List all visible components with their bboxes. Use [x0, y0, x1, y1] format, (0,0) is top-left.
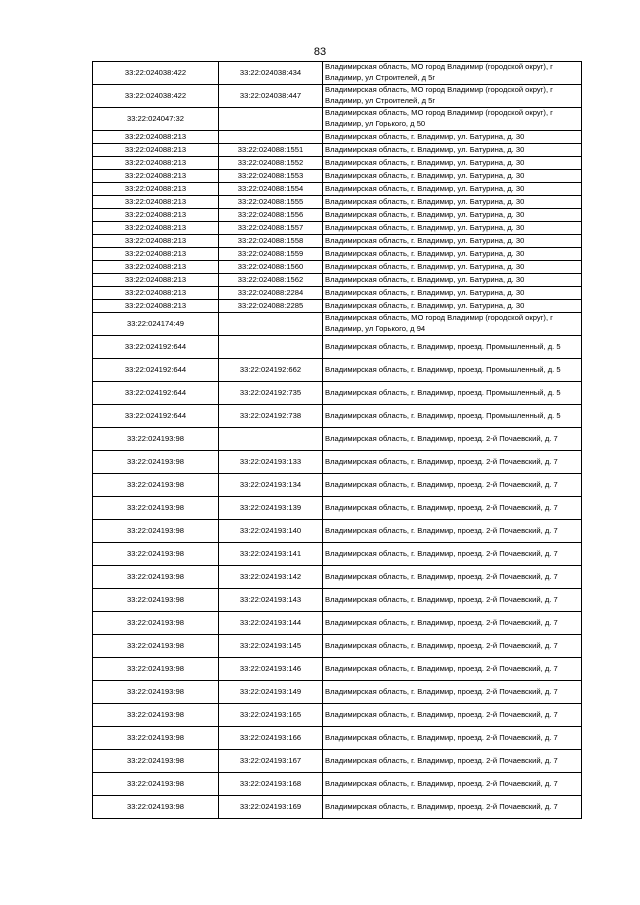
table-row [93, 196, 582, 209]
table-row [93, 287, 582, 300]
object-number-cell: 33:22:024193:133 [219, 451, 323, 474]
table-row [93, 157, 582, 170]
table-row [93, 300, 582, 313]
parcel-number-cell: 33:22:024192:644 [93, 359, 219, 382]
address-cell: Владимирская область, МО город Владимир (городской округ), г Владимир, ул Горького, д 50 [323, 108, 582, 131]
table-row [93, 170, 582, 183]
parcel-number-cell: 33:22:024193:98 [93, 474, 219, 497]
table-row [93, 183, 582, 196]
object-number-cell [219, 108, 323, 131]
address-cell: Владимирская область, г. Владимир, проезд. 2-й Почаевский, д. 7 [323, 451, 582, 474]
object-number-cell [219, 336, 323, 359]
table-row [93, 382, 582, 405]
object-number-cell: 33:22:024193:142 [219, 566, 323, 589]
table-row [93, 222, 582, 235]
table-row [93, 612, 582, 635]
address-cell: Владимирская область, г. Владимир, проезд. 2-й Почаевский, д. 7 [323, 796, 582, 819]
parcel-number-cell: 33:22:024088:213 [93, 170, 219, 183]
address-cell: Владимирская область, г. Владимир, ул. Батурина, д. 30 [323, 300, 582, 313]
object-number-cell: 33:22:024088:1553 [219, 170, 323, 183]
object-number-cell: 33:22:024088:1555 [219, 196, 323, 209]
parcel-number-cell: 33:22:024193:98 [93, 612, 219, 635]
parcel-number-cell: 33:22:024047:32 [93, 108, 219, 131]
parcel-number-cell: 33:22:024088:213 [93, 274, 219, 287]
table-row [93, 658, 582, 681]
address-cell: Владимирская область, г. Владимир, проезд. 2-й Почаевский, д. 7 [323, 566, 582, 589]
address-cell: Владимирская область, г. Владимир, проезд. 2-й Почаевский, д. 7 [323, 727, 582, 750]
object-number-cell: 33:22:024193:139 [219, 497, 323, 520]
table-row [93, 773, 582, 796]
address-cell: Владимирская область, г. Владимир, ул. Батурина, д. 30 [323, 209, 582, 222]
address-cell: Владимирская область, г. Владимир, ул. Батурина, д. 30 [323, 196, 582, 209]
address-cell: Владимирская область, г. Владимир, ул. Батурина, д. 30 [323, 157, 582, 170]
address-cell: Владимирская область, г. Владимир, проезд. 2-й Почаевский, д. 7 [323, 474, 582, 497]
address-cell: Владимирская область, г. Владимир, проезд. 2-й Почаевский, д. 7 [323, 497, 582, 520]
parcel-number-cell: 33:22:024193:98 [93, 681, 219, 704]
object-number-cell: 33:22:024038:434 [219, 62, 323, 85]
object-number-cell [219, 313, 323, 336]
object-number-cell: 33:22:024193:141 [219, 543, 323, 566]
table-row [93, 235, 582, 248]
parcel-number-cell: 33:22:024193:98 [93, 543, 219, 566]
table-row [93, 248, 582, 261]
object-number-cell: 33:22:024088:1554 [219, 183, 323, 196]
object-number-cell [219, 428, 323, 451]
object-number-cell: 33:22:024088:1559 [219, 248, 323, 261]
table-row [93, 704, 582, 727]
table-row [93, 497, 582, 520]
table-row [93, 589, 582, 612]
table-row [93, 566, 582, 589]
parcel-number-cell: 33:22:024193:98 [93, 727, 219, 750]
address-cell: Владимирская область, г. Владимир, ул. Батурина, д. 30 [323, 261, 582, 274]
object-number-cell: 33:22:024088:1558 [219, 235, 323, 248]
address-cell: Владимирская область, г. Владимир, ул. Батурина, д. 30 [323, 170, 582, 183]
table-row [93, 681, 582, 704]
table-row [93, 359, 582, 382]
object-number-cell: 33:22:024193:143 [219, 589, 323, 612]
parcel-number-cell: 33:22:024192:644 [93, 405, 219, 428]
address-cell: Владимирская область, г. Владимир, ул. Батурина, д. 30 [323, 235, 582, 248]
address-cell: Владимирская область, г. Владимир, проезд. 2-й Почаевский, д. 7 [323, 428, 582, 451]
object-number-cell: 33:22:024192:738 [219, 405, 323, 428]
parcel-number-cell: 33:22:024038:422 [93, 85, 219, 108]
object-number-cell: 33:22:024192:662 [219, 359, 323, 382]
object-number-cell: 33:22:024193:145 [219, 635, 323, 658]
table-row [93, 336, 582, 359]
table-row [93, 144, 582, 157]
parcel-number-cell: 33:22:024193:98 [93, 428, 219, 451]
parcel-number-cell: 33:22:024088:213 [93, 209, 219, 222]
parcel-number-cell: 33:22:024088:213 [93, 222, 219, 235]
parcel-number-cell: 33:22:024193:98 [93, 750, 219, 773]
address-cell: Владимирская область, г. Владимир, проезд. 2-й Почаевский, д. 7 [323, 658, 582, 681]
object-number-cell: 33:22:024088:1552 [219, 157, 323, 170]
address-cell: Владимирская область, г. Владимир, проезд. 2-й Почаевский, д. 7 [323, 520, 582, 543]
address-cell: Владимирская область, г. Владимир, ул. Батурина, д. 30 [323, 287, 582, 300]
parcel-number-cell: 33:22:024088:213 [93, 183, 219, 196]
object-number-cell: 33:22:024088:2284 [219, 287, 323, 300]
table-row [93, 108, 582, 131]
address-cell: Владимирская область, г. Владимир, ул. Батурина, д. 30 [323, 248, 582, 261]
parcel-number-cell: 33:22:024193:98 [93, 520, 219, 543]
object-number-cell [219, 131, 323, 144]
table-row [93, 261, 582, 274]
object-number-cell: 33:22:024193:140 [219, 520, 323, 543]
parcel-number-cell: 33:22:024193:98 [93, 451, 219, 474]
table-row [93, 635, 582, 658]
parcel-number-cell: 33:22:024038:422 [93, 62, 219, 85]
address-cell: Владимирская область, г. Владимир, проезд. 2-й Почаевский, д. 7 [323, 750, 582, 773]
table-row [93, 451, 582, 474]
parcel-number-cell: 33:22:024193:98 [93, 589, 219, 612]
parcel-number-cell: 33:22:024193:98 [93, 658, 219, 681]
table-row [93, 520, 582, 543]
object-number-cell: 33:22:024088:1562 [219, 274, 323, 287]
address-cell: Владимирская область, МО город Владимир (городской округ), г Владимир, ул Строителей, д 5г [323, 85, 582, 108]
parcel-number-cell: 33:22:024088:213 [93, 248, 219, 261]
object-number-cell: 33:22:024193:144 [219, 612, 323, 635]
address-cell: Владимирская область, г. Владимир, проезд. Промышленный, д. 5 [323, 405, 582, 428]
address-cell: Владимирская область, г. Владимир, проезд. 2-й Почаевский, д. 7 [323, 589, 582, 612]
parcel-number-cell: 33:22:024193:98 [93, 773, 219, 796]
table-row [93, 428, 582, 451]
parcel-number-cell: 33:22:024193:98 [93, 704, 219, 727]
address-cell: Владимирская область, г. Владимир, ул. Батурина, д. 30 [323, 222, 582, 235]
address-cell: Владимирская область, г. Владимир, проезд. 2-й Почаевский, д. 7 [323, 773, 582, 796]
registry-table-body [93, 62, 582, 819]
table-row [93, 796, 582, 819]
address-cell: Владимирская область, г. Владимир, проезд. Промышленный, д. 5 [323, 382, 582, 405]
object-number-cell: 33:22:024193:169 [219, 796, 323, 819]
object-number-cell: 33:22:024088:2285 [219, 300, 323, 313]
address-cell: Владимирская область, г. Владимир, проезд. 2-й Почаевский, д. 7 [323, 635, 582, 658]
registry-table [92, 61, 582, 819]
parcel-number-cell: 33:22:024193:98 [93, 635, 219, 658]
parcel-number-cell: 33:22:024192:644 [93, 336, 219, 359]
object-number-cell: 33:22:024193:134 [219, 474, 323, 497]
address-cell: Владимирская область, г. Владимир, проезд. 2-й Почаевский, д. 7 [323, 681, 582, 704]
address-cell: Владимирская область, г. Владимир, ул. Батурина, д. 30 [323, 144, 582, 157]
table-row [93, 543, 582, 566]
object-number-cell: 33:22:024193:149 [219, 681, 323, 704]
object-number-cell: 33:22:024088:1551 [219, 144, 323, 157]
parcel-number-cell: 33:22:024174:49 [93, 313, 219, 336]
table-row [93, 405, 582, 428]
address-cell: Владимирская область, г. Владимир, ул. Батурина, д. 30 [323, 274, 582, 287]
address-cell: Владимирская область, г. Владимир, ул. Батурина, д. 30 [323, 131, 582, 144]
object-number-cell: 33:22:024088:1556 [219, 209, 323, 222]
object-number-cell: 33:22:024193:167 [219, 750, 323, 773]
table-row [93, 62, 582, 85]
address-cell: Владимирская область, г. Владимир, проезд. Промышленный, д. 5 [323, 359, 582, 382]
parcel-number-cell: 33:22:024088:213 [93, 196, 219, 209]
address-cell: Владимирская область, МО город Владимир (городской округ), г Владимир, ул Строителей, д 5г [323, 62, 582, 85]
object-number-cell: 33:22:024193:166 [219, 727, 323, 750]
address-cell: Владимирская область, г. Владимир, проезд. 2-й Почаевский, д. 7 [323, 543, 582, 566]
table-row [93, 474, 582, 497]
table-row [93, 313, 582, 336]
address-cell: Владимирская область, МО город Владимир (городской округ), г Владимир, ул Горького, д 94 [323, 313, 582, 336]
page-number: 83 [313, 46, 327, 58]
table-row [93, 131, 582, 144]
parcel-number-cell: 33:22:024088:213 [93, 287, 219, 300]
parcel-number-cell: 33:22:024192:644 [93, 382, 219, 405]
parcel-number-cell: 33:22:024088:213 [93, 261, 219, 274]
parcel-number-cell: 33:22:024193:98 [93, 497, 219, 520]
parcel-number-cell: 33:22:024088:213 [93, 157, 219, 170]
object-number-cell: 33:22:024193:165 [219, 704, 323, 727]
parcel-number-cell: 33:22:024088:213 [93, 300, 219, 313]
table-row [93, 750, 582, 773]
object-number-cell: 33:22:024193:146 [219, 658, 323, 681]
object-number-cell: 33:22:024088:1557 [219, 222, 323, 235]
address-cell: Владимирская область, г. Владимир, проезд. 2-й Почаевский, д. 7 [323, 612, 582, 635]
object-number-cell: 33:22:024088:1560 [219, 261, 323, 274]
parcel-number-cell: 33:22:024088:213 [93, 144, 219, 157]
table-row [93, 727, 582, 750]
address-cell: Владимирская область, г. Владимир, проезд. 2-й Почаевский, д. 7 [323, 704, 582, 727]
parcel-number-cell: 33:22:024193:98 [93, 566, 219, 589]
object-number-cell: 33:22:024038:447 [219, 85, 323, 108]
table-row [93, 85, 582, 108]
object-number-cell: 33:22:024192:735 [219, 382, 323, 405]
address-cell: Владимирская область, г. Владимир, проезд. Промышленный, д. 5 [323, 336, 582, 359]
object-number-cell: 33:22:024193:168 [219, 773, 323, 796]
table-row [93, 209, 582, 222]
table-row [93, 274, 582, 287]
parcel-number-cell: 33:22:024088:213 [93, 131, 219, 144]
parcel-number-cell: 33:22:024088:213 [93, 235, 219, 248]
address-cell: Владимирская область, г. Владимир, ул. Батурина, д. 30 [323, 183, 582, 196]
parcel-number-cell: 33:22:024193:98 [93, 796, 219, 819]
